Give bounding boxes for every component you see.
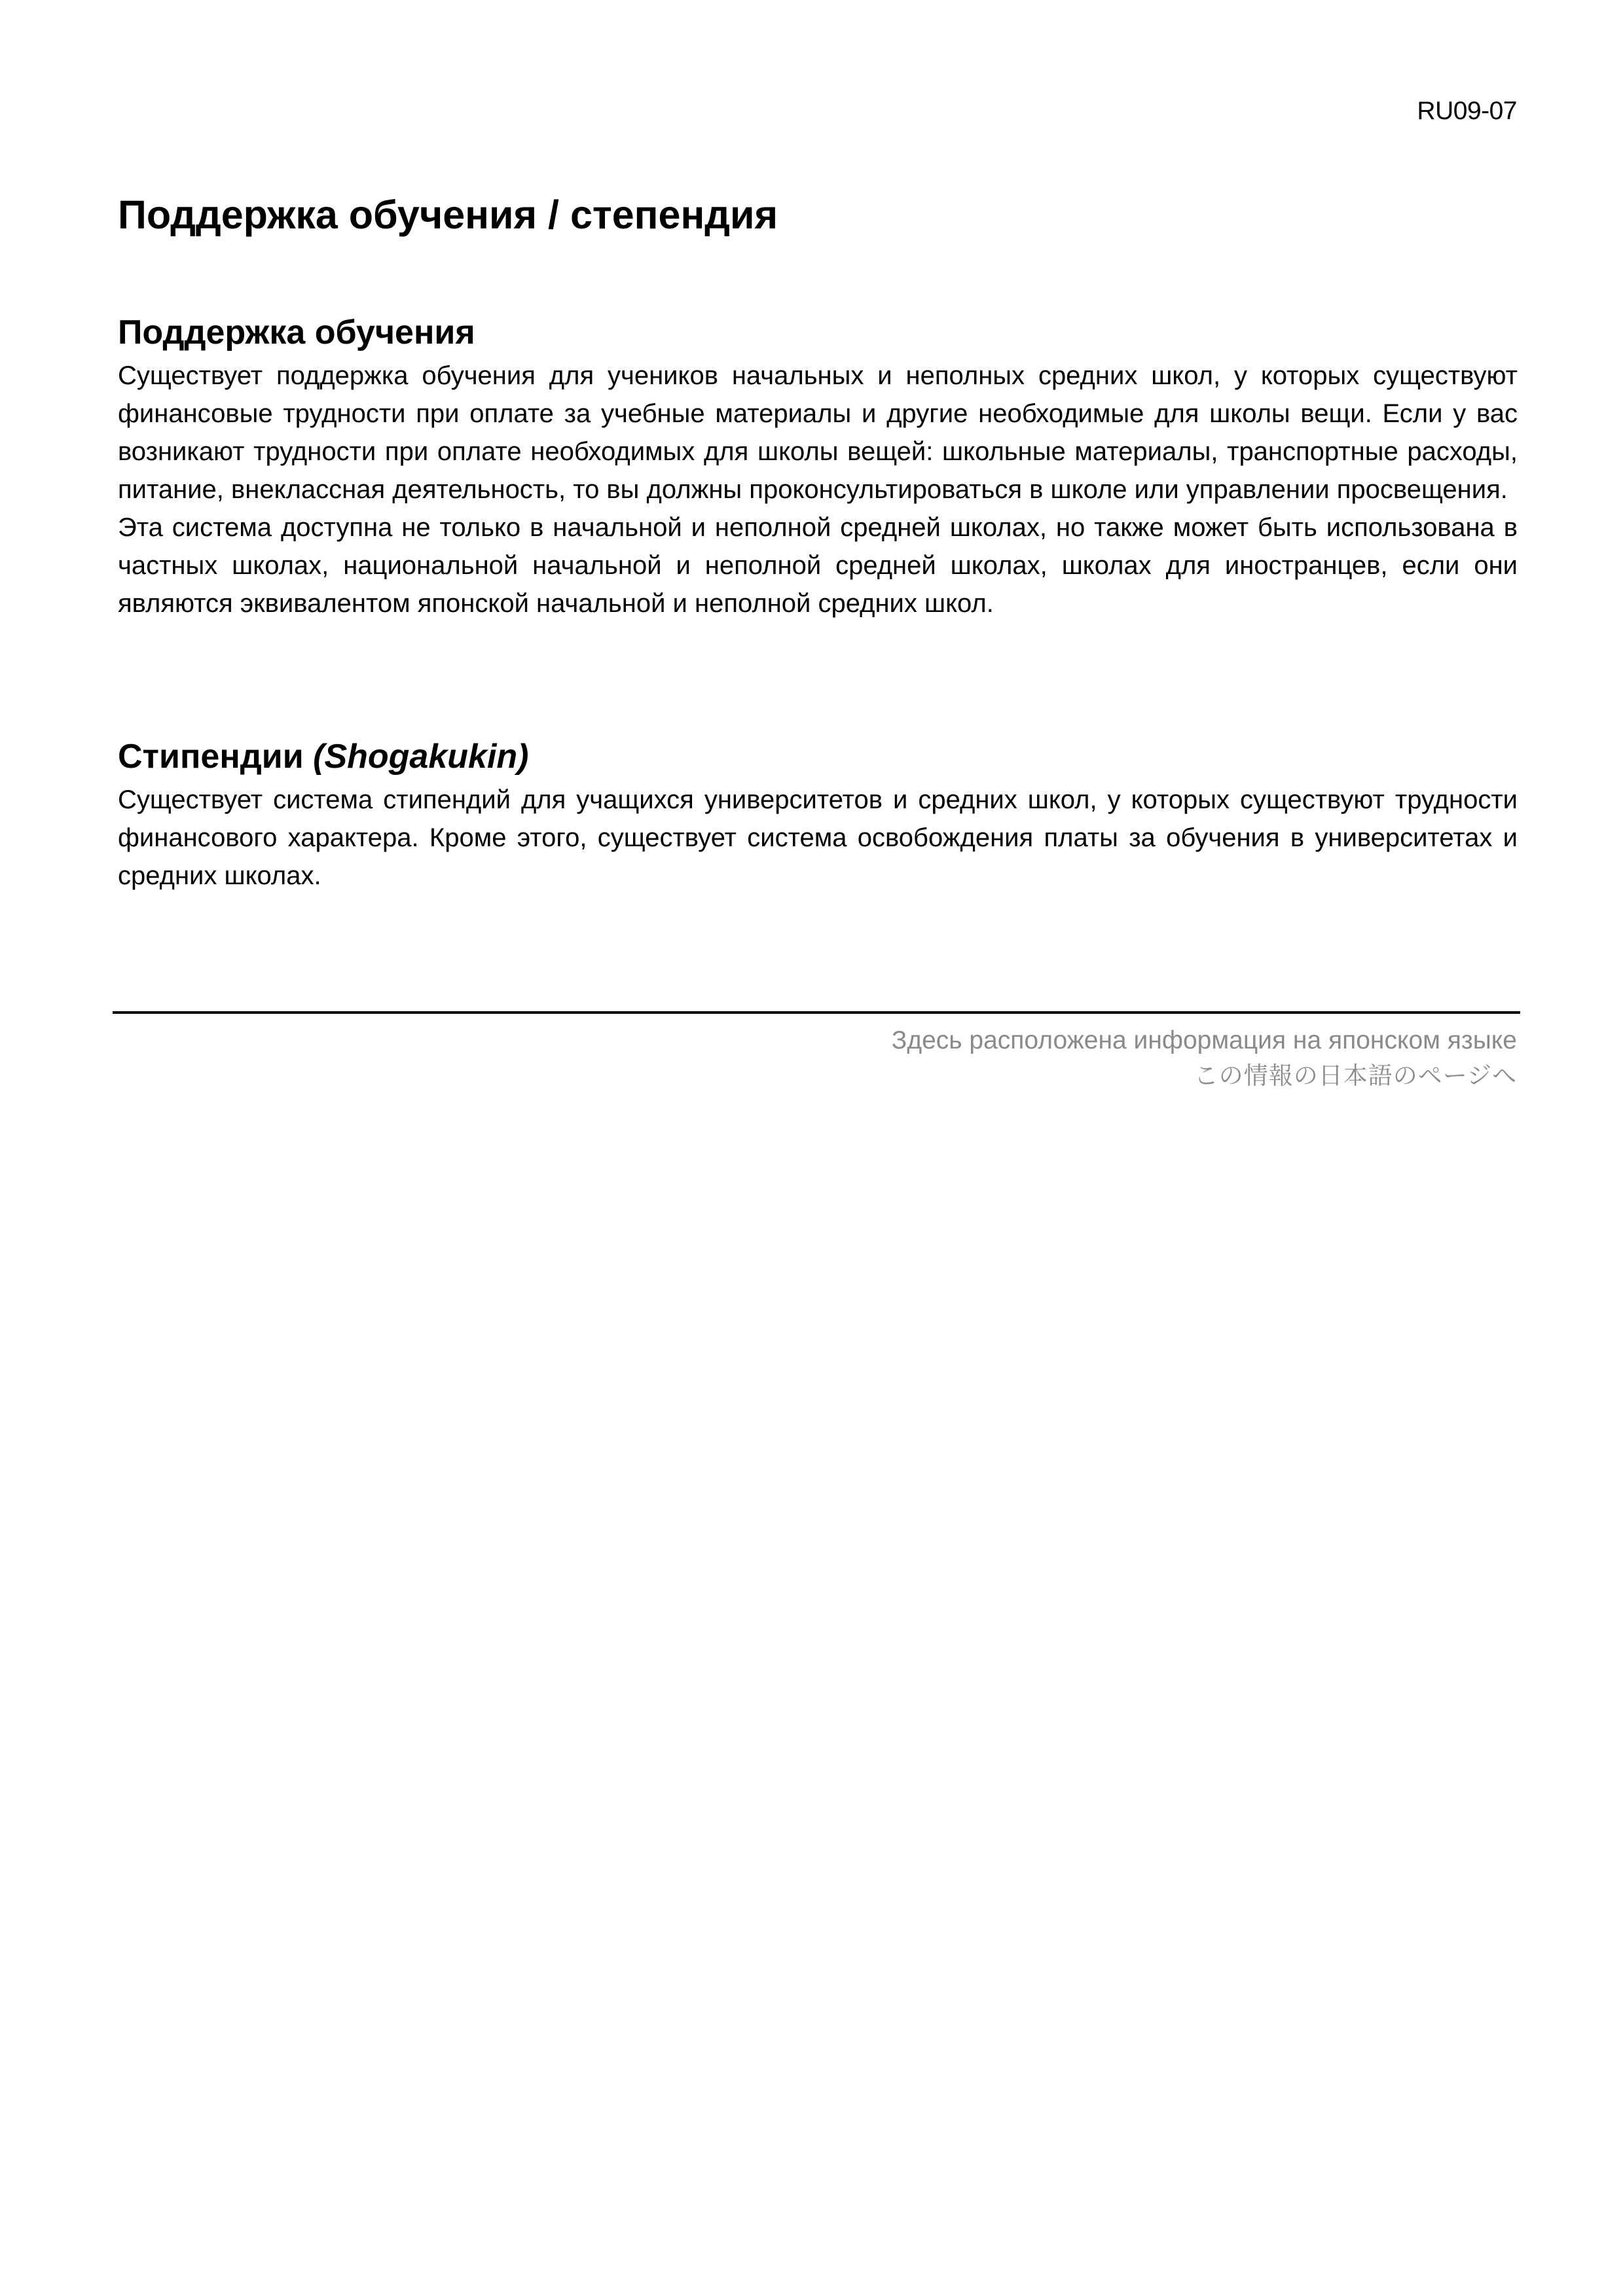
section-paragraph: Существует система стипендий для учащихся университетов и средних школ, у которых существуют трудности финансового характера. Кроме этого, существует система освобождения платы за обучения в университетах и средних школах. [118, 785, 1518, 891]
section-paragraph: Существует поддержка обучения для учеников начальных и неполных средних школ, у которых существуют финансовые трудности при оплате за учебные материалы и другие необходимые для школы вещи. Если у вас возникают трудности при оплате необходимых для школы вещей: школьные материалы, транспортные расходы, питание, внеклассная деятельность, то вы должны проконсультироваться в школе или управлении просвещения. [118, 361, 1518, 505]
footer-divider [113, 1011, 1520, 1014]
japanese-page-link[interactable]: この情報の日本語のページへ [1194, 1062, 1517, 1090]
section-paragraph: Эта система доступна не только в начальной и неполной средней школах, но также может быть использована в частных школах, национальной начальной и неполной средней школах, школах для иностранцев, если они являются эквивалентом японской начальной и неполной средних школ. [118, 513, 1518, 619]
section-heading-text: Поддержка обучения [118, 314, 475, 351]
section-heading [118, 738, 1518, 776]
section-heading-latin: (Shogakukin) [313, 738, 529, 776]
section-scholarships [118, 738, 1518, 895]
section-study-support [118, 314, 1518, 622]
japanese-info-link[interactable]: Здесь расположена информация на японском языке [891, 1026, 1517, 1054]
section-heading [118, 314, 1518, 351]
document-id: RU09-07 [1417, 97, 1517, 125]
page-title: Поддержка обучения / степендия [118, 192, 778, 237]
footer-links [892, 1023, 1517, 1094]
section-heading-text: Стипендии [118, 738, 304, 776]
